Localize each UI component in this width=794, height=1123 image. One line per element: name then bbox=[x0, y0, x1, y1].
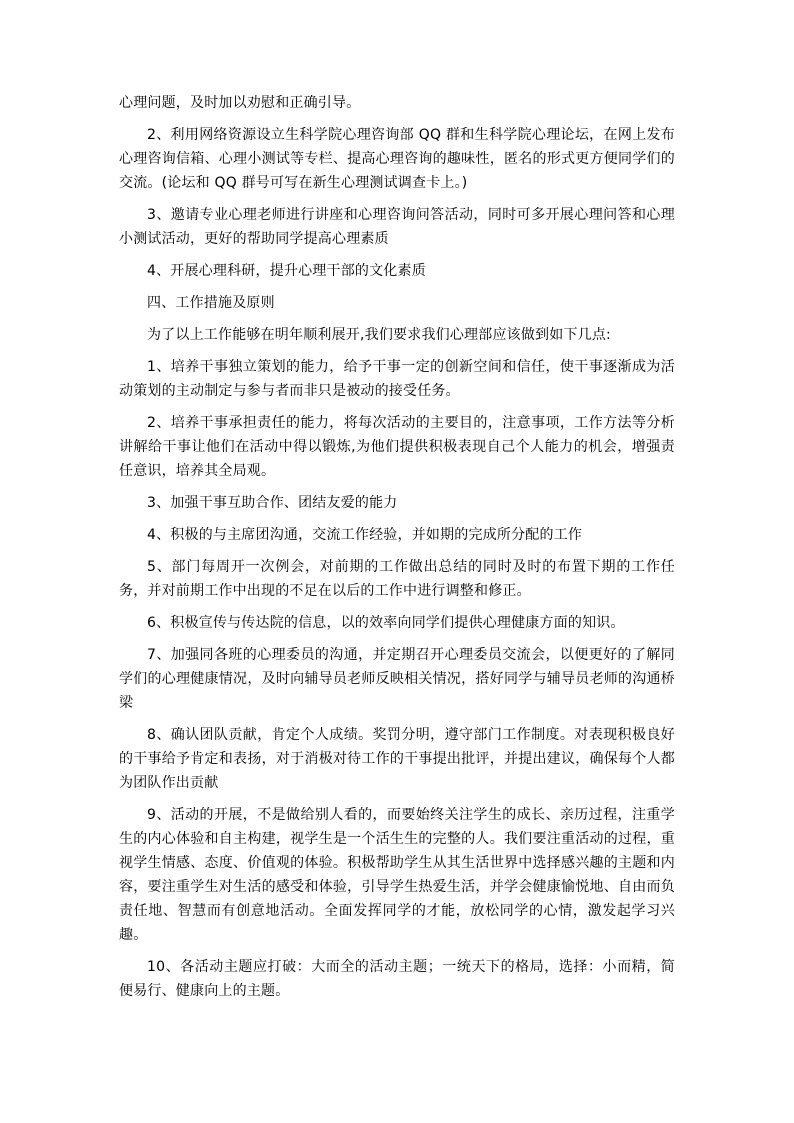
document-body bbox=[119, 91, 675, 1011]
paragraph-measure-3: 3、加强干事互助合作、团结友爱的能力 bbox=[147, 495, 398, 511]
paragraph-intro: 为了以上工作能够在明年顺利展开,我们要求我们心理部应该做到如下几点: bbox=[147, 327, 611, 343]
paragraph-item-2-network: 2、利用网络资源设立生科学院心理咨询部 QQ 群和生科学院心理论坛，在网上发布心理咨询信箱、心理小测试等专栏、提高心理咨询的趣味性，匿名的形式更方便同学们的交流。(论坛和 QQ 群号可写在新生心理测试调查卡上。) bbox=[119, 127, 675, 191]
paragraph-item-4-research: 4、开展心理科研，提升心理干部的文化素质 bbox=[147, 263, 426, 279]
paragraph-measure-9: 9、活动的开展，不是做给别人看的，而要始终关注学生的成长、亲历过程，注重学生的内心体验和自主构建，视学生是一个活生生的完整的人。我们要注重活动的过程，重视学生情感、态度、价值观的体验。积极帮助学生从其生活世界中选择感兴趣的主题和内容，要注重学生对生活的感受和体验，引导学生热爱生活，并学会健康愉悦地、自由而负责任地、智慧而有创意地活动。全面发挥同学的才能，放松同学的心情，激发起学习兴趣。 bbox=[119, 807, 675, 943]
section-heading-measures: 四、工作措施及原则 bbox=[147, 295, 275, 311]
paragraph-measure-7: 7、加强同各班的心理委员的沟通，并定期召开心理委员交流会，以便更好的了解同学们的心理健康情况，及时向辅导员老师反映相关情况，搭好同学与辅导员老师的沟通桥梁 bbox=[119, 647, 675, 711]
paragraph-measure-8: 8、确认团队贡献，肯定个人成绩。奖罚分明，遵守部门工作制度。对表现积极良好的干事给予肯定和表扬，对于消极对待工作的干事提出批评，并提出建议，确保每个人都为团队作出贡献 bbox=[119, 727, 675, 791]
paragraph-item-3-lectures: 3、邀请专业心理老师进行讲座和心理咨询问答活动，同时可多开展心理问答和心理小测试活动，更好的帮助同学提高心理素质 bbox=[119, 207, 675, 247]
paragraph-measure-5: 5、部门每周开一次例会，对前期的工作做出总结的同时及时的布置下期的工作任务，并对前期工作中出现的不足在以后的工作中进行调整和修正。 bbox=[119, 559, 675, 599]
paragraph-measure-6: 6、积极宣传与传达院的信息，以的效率向同学们提供心理健康方面的知识。 bbox=[147, 615, 625, 631]
paragraph-measure-4: 4、积极的与主席团沟通，交流工作经验，并如期的完成所分配的工作 bbox=[147, 527, 583, 543]
paragraph-measure-10: 10、各活动主题应打破：大而全的活动主题；一统天下的格局，选择：小而精，简便易行、健康向上的主题。 bbox=[119, 959, 675, 999]
paragraph-measure-1: 1、培养干事独立策划的能力，给予干事一定的创新空间和信任，使干事逐渐成为活动策划的主动制定与参与者而非只是被动的接受任务。 bbox=[119, 359, 675, 399]
paragraph-measure-2: 2、培养干事承担责任的能力，将每次活动的主要目的，注意事项，工作方法等分析讲解给干事让他们在活动中得以锻炼,为他们提供积极表现自己个人能力的机会，增强责任意识，培养其全局观。 bbox=[119, 415, 675, 479]
paragraph-continuation: 心理问题，及时加以劝慰和正确引导。 bbox=[119, 95, 361, 111]
